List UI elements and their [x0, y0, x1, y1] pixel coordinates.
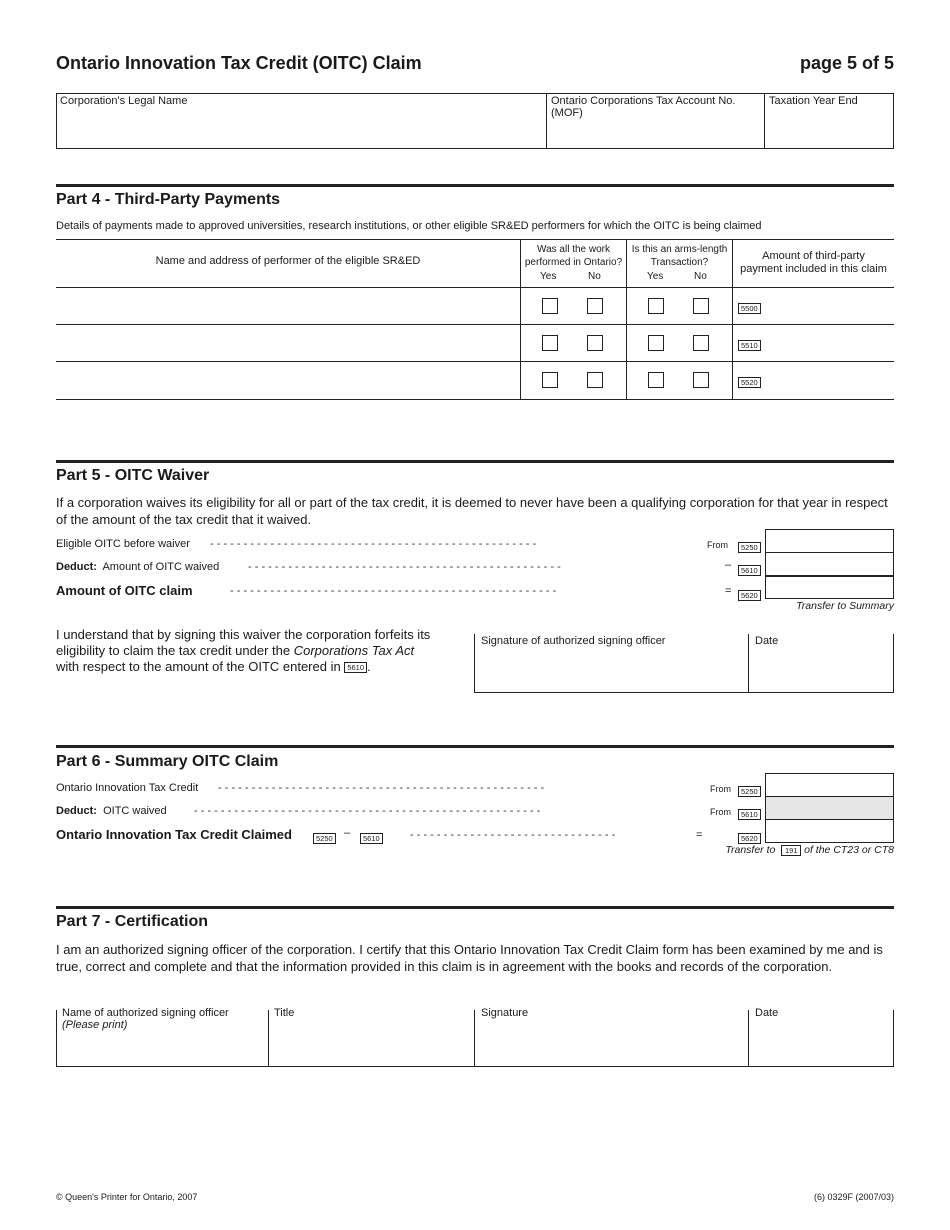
signature-label: Signature — [481, 1007, 529, 1019]
oitc-claim-field[interactable] — [765, 576, 894, 599]
col-amount-line1: Amount of third-party — [762, 250, 865, 262]
performer-field[interactable] — [57, 325, 519, 361]
part7-rule — [56, 906, 894, 909]
legal-name-field[interactable] — [57, 110, 545, 148]
please-print-note: (Please print) — [62, 1019, 128, 1031]
date-label: Date — [755, 1007, 779, 1019]
waiver-text-2a: eligibility to claim the tax credit under the — [56, 643, 294, 658]
arms-yes-checkbox[interactable] — [648, 372, 664, 388]
performer-field[interactable] — [57, 362, 519, 399]
col-header-amount — [733, 250, 894, 276]
leader-dots: - - - - - - - - - - - - - - - - - - - - - - - - - - - - - - - - - - - - - - - - - - - - - - - - - — [210, 538, 537, 550]
amount-code — [738, 300, 761, 318]
arms-yes-checkbox[interactable] — [648, 335, 664, 351]
oitc-waived-label: Amount of OITC waived — [102, 561, 220, 573]
waiver-line2-code — [738, 562, 761, 580]
col-header-name: Name and address of performer of the eligible SR&ED — [155, 255, 421, 267]
officer-name-field[interactable] — [57, 1036, 267, 1066]
waiver-text-3: with respect to the amount of the OITC entered in — [56, 659, 341, 674]
ontario-yes-checkbox[interactable] — [542, 372, 558, 388]
col-ontario-yes: Yes — [540, 271, 557, 282]
line-code: 5250 — [738, 542, 761, 553]
line-code: 5520 — [738, 377, 761, 388]
account-label — [551, 95, 735, 119]
page-number: page 5 of 5 — [799, 53, 894, 73]
line-code: 5250 — [313, 833, 336, 844]
waiver-signature-label: Signature of authorized signing officer — [481, 635, 666, 647]
leader-dots: - - - - - - - - - - - - - - - - - - - - - - - - - - - - - - - — [410, 829, 616, 841]
col-arms-line2: Transaction? — [650, 257, 709, 268]
waiver-line1-label: Eligible OITC before waiver — [56, 538, 190, 550]
account-label-line1: Ontario Corporations Tax Account No. — [551, 95, 736, 107]
year-end-field[interactable] — [765, 110, 893, 148]
waiver-signature-field[interactable] — [475, 650, 747, 692]
line-code: 191 — [781, 845, 801, 856]
ontario-yes-checkbox[interactable] — [542, 298, 558, 314]
part5-rule — [56, 460, 894, 463]
date-field[interactable] — [749, 1024, 892, 1066]
form-code: (6) 0329F (2007/03) — [813, 1192, 894, 1202]
summary-line3-code-b — [360, 830, 383, 848]
arms-no-checkbox[interactable] — [693, 335, 709, 351]
summary-line3-op: = — [696, 829, 703, 841]
officer-name-label — [62, 1007, 229, 1031]
amount-field[interactable] — [762, 288, 893, 324]
cert-divider — [893, 1010, 894, 1067]
summary-line3-code-a — [313, 830, 336, 848]
ontario-yes-checkbox[interactable] — [542, 335, 558, 351]
arms-no-checkbox[interactable] — [693, 298, 709, 314]
title-field[interactable] — [269, 1024, 473, 1066]
line-code: 5500 — [738, 303, 761, 314]
col-arms-yes: Yes — [647, 271, 664, 282]
waiver-date-field[interactable] — [749, 650, 893, 692]
summary-line1-code — [738, 783, 761, 801]
amount-code — [738, 374, 761, 392]
part7-title: Part 7 - Certification — [56, 913, 209, 930]
col-arms-line1: Is this an arms-length — [631, 244, 728, 255]
account-number-field[interactable] — [547, 122, 763, 148]
line-code: 5620 — [738, 590, 761, 601]
leader-dots: - - - - - - - - - - - - - - - - - - - - - - - - - - - - - - - - - - - - - - - - - - - - - - - — [248, 561, 561, 573]
waiver-line2-label — [56, 561, 219, 573]
legal-name-label: Corporation's Legal Name — [60, 95, 188, 107]
leader-dots: - - - - - - - - - - - - - - - - - - - - - - - - - - - - - - - - - - - - - - - - - - - - - - - - - — [230, 585, 557, 597]
certification-text: I am an authorized signing officer of the corporation. I certify that this Ontario Innovation Tax Credit Claim form has been examined by me and is true, correct and complete and that the information provided in this claim is in agreement with the books and records of the corporation. — [56, 942, 883, 974]
col-ontario-line2: performed in Ontario? — [524, 257, 623, 268]
line-code: 5610 — [360, 833, 383, 844]
line-code: 5610 — [344, 662, 367, 673]
line-code: 5250 — [738, 786, 761, 797]
waiver-statement — [56, 627, 466, 675]
eligible-oitc-field[interactable] — [765, 529, 894, 553]
col-header-arms — [627, 243, 732, 269]
part5-title: Part 5 - OITC Waiver — [56, 467, 210, 484]
signature-field[interactable] — [475, 1024, 747, 1066]
summary-waived-field — [765, 796, 894, 820]
waiver-line3-op: = — [725, 585, 732, 597]
col-header-ontario — [521, 243, 626, 269]
waiver-date-label: Date — [755, 635, 779, 647]
transfer-text-a: Transfer to — [725, 844, 776, 856]
part4-title: Part 4 - Third-Party Payments — [56, 191, 281, 208]
col-amount-line2: payment included in this claim — [740, 263, 887, 275]
summary-line2-code — [738, 806, 761, 824]
transfer-to-summary: Transfer to Summary — [796, 600, 894, 612]
waiver-text-line2 — [56, 643, 466, 659]
waiver-text-line3: with respect to the amount of the OITC entered in 5610 . — [56, 659, 371, 674]
leader-dots: - - - - - - - - - - - - - - - - - - - - - - - - - - - - - - - - - - - - - - - - - - - - - - - - - - - - — [194, 805, 541, 817]
ontario-no-checkbox[interactable] — [587, 335, 603, 351]
waiver-line1-op: From — [707, 540, 728, 550]
part4-description: Details of payments made to approved universities, research institutions, or other eligible SR&ED performers for which the OITC is being claimed — [56, 220, 762, 232]
waiver-text-line1: I understand that by signing this waiver the corporation forfeits its — [56, 627, 431, 642]
officer-name-label-text: Name of authorized signing officer — [62, 1007, 229, 1019]
line-code: 5610 — [738, 565, 761, 576]
line-code: 5610 — [738, 809, 761, 820]
summary-line1-label: Ontario Innovation Tax Credit — [56, 782, 199, 794]
transfer-to-ct23 — [725, 844, 894, 856]
line-code: 5620 — [738, 833, 761, 844]
year-end-label: Taxation Year End — [769, 95, 858, 107]
performer-field[interactable] — [57, 288, 519, 324]
ontario-no-checkbox[interactable] — [587, 372, 603, 388]
amount-code — [738, 337, 761, 355]
summary-line3-minus: – — [344, 827, 351, 839]
part4-rule — [56, 184, 894, 187]
summary-line2-op: From — [710, 807, 731, 817]
form-title: Ontario Innovation Tax Credit (OITC) Claim — [56, 53, 422, 73]
part6-title: Part 6 - Summary OITC Claim — [56, 753, 279, 770]
oitc-waived-label: OITC waived — [103, 805, 167, 817]
summary-line3-label: Ontario Innovation Tax Credit Claimed — [56, 827, 292, 842]
account-label-line2: (MOF) — [551, 107, 583, 119]
col-arms-no: No — [694, 271, 707, 282]
line-code: 5510 — [738, 340, 761, 351]
summary-line2-label — [56, 805, 167, 817]
arms-no-checkbox[interactable] — [693, 372, 709, 388]
deduct-label: Deduct: — [56, 805, 97, 817]
waiver-line3-code — [738, 587, 761, 605]
summary-line1-op: From — [710, 784, 731, 794]
deduct-label: Deduct: — [56, 561, 97, 573]
waiver-line1-code — [738, 539, 761, 557]
credit-claimed-field[interactable] — [765, 819, 894, 843]
col-ontario-no: No — [588, 271, 601, 282]
transfer-text-b: of the CT23 or CT8 — [804, 844, 894, 856]
summary-credit-field[interactable] — [765, 773, 894, 797]
col-ontario-line1: Was all the work — [537, 244, 610, 255]
title-label: Title — [274, 1007, 295, 1019]
amount-field[interactable] — [762, 325, 893, 361]
act-name: Corporations Tax Act — [293, 643, 415, 658]
amount-field[interactable] — [762, 362, 893, 399]
part6-rule — [56, 745, 894, 748]
leader-dots: - - - - - - - - - - - - - - - - - - - - - - - - - - - - - - - - - - - - - - - - - - - - - - - - - — [218, 782, 545, 794]
waiver-line3-label: Amount of OITC claim — [56, 583, 193, 598]
waiver-line2-op: – — [725, 559, 732, 571]
part5-intro: If a corporation waives its eligibility for all or part of the tax credit, it is deemed to never have been a qualifying corporation for that year in respect of the amount of the tax credit that it waived. — [56, 495, 888, 527]
ontario-no-checkbox[interactable] — [587, 298, 603, 314]
arms-yes-checkbox[interactable] — [648, 298, 664, 314]
copyright: © Queen's Printer for Ontario, 2007 — [56, 1192, 198, 1202]
oitc-waived-field[interactable] — [765, 552, 894, 576]
